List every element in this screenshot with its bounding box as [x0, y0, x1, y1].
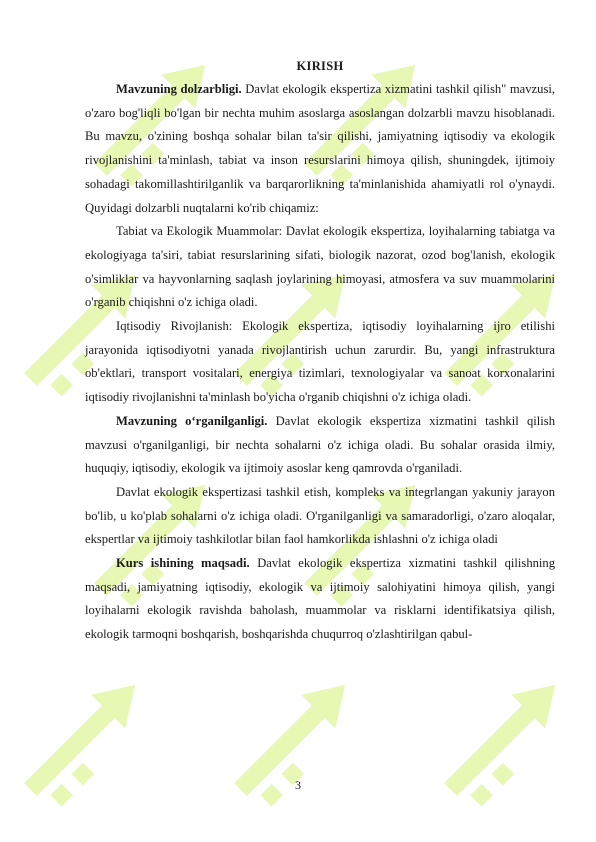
paragraph-text: Davlat ekologik ekspertizasi tashkil etish, kompleks va integrlangan yakuniy jarayon bo'lib, u ko'plab sohalarni o'z ichiga oladi. O'rganilganligi va samaradorligi, o'zaro aloqalar, ekspertlar va ijtimoiy tashkilotlar bilan faol hamkorlikda ishlashni o'z ichiga oladi	[85, 484, 555, 547]
paragraph-text: Davlat ekologik ekspertiza xizmatini tashkil qilish" mavzusi, o'zaro bog'liqli bo'lgan bir nechta muhim asoslarga asoslangan dolzarbli mavzu hisoblanadi. Bu mavzu, o'zining boshqa sohalar bilan ta'sir qilishi, jamiyatning iqtisodiy va ekologik rivojlanishini ta'minlash, tabiat va inson resurslarini himoya qilish, shuningdek, ijtimoiy sohadagi takomillashtirilganlik va barqarorlikning ta'minlanishida ahamiyatli rol o'ynaydi. Quyidagi dolzarbli nuqtalarni ko'rib chiqamiz:	[85, 82, 555, 215]
page-number: 3	[295, 778, 301, 792]
section-title: KIRISH	[296, 59, 344, 73]
page-body	[85, 56, 555, 647]
paragraph-lead: Kurs ishining maqsadi.	[116, 556, 250, 571]
paragraph-study	[85, 410, 555, 481]
paragraph-text: Iqtisodiy Rivojlanish: Ekologik ekspertiza, iqtisodiy loyihalarning ijro etilishi jarayonida iqtisodiyotni yanada rivojlantirish uchun zarurdir. Bu, yangi infrastruktura ob'ektlari, transport vositalari, energiya tizimlari, texnologiyalar va sanoat korxonalarini iqtisodiy rivojlanishni ta'minlash bo'yicha o'rganib chiqishni o'z ichiga oladi.	[85, 319, 555, 405]
paragraph-economy	[85, 315, 555, 410]
paragraph-text: Davlat ekologik ekspertiza xizmatini tashkil qilish mavzusi o'rganilganligi, bir nechta sohalarni o'z ichiga oladi. Bu sohalar orasida ilmiy, huquqiy, iqtisodiy, ekologik va ijtimoiy asoslar keng qamrovda o'rganiladi.	[85, 413, 555, 476]
paragraph-organization	[85, 481, 555, 552]
paragraph-text: Davlat ekologik ekspertiza xizmatini tashkil qilishning maqsadi, jamiyatning iqtisodiy, ekologik va ijtimoiy salohiyatini himoya qilish, yangi loyihalarni ekologik ravishda baholash, muammolar va risklarni identifikatsiya qilish, ekologik tarmoqni boshqarish, boshqarishda chuqurroq o'zlashtirilgan qabul-	[85, 556, 556, 642]
paragraph-lead: Mavzuning dolzarbligi.	[116, 82, 242, 96]
paragraph-text: Tabiat va Ekologik Muammolar: Davlat ekologik ekspertiza, loyihalarning tabiatga va ekologiyaga ta'siri, tabiat resurslarining sifati, biologik nazorat, ozod bog'lanish, ekologik o'simliklar va hayvonlarning saqlash joylarining himoyasi, atmosfera va suv muammolarini o'rganib chiqishni o'z ichiga oladi.	[85, 224, 555, 310]
paragraph-goal	[85, 552, 555, 647]
paragraph-relevance	[85, 78, 555, 220]
paragraph-lead: Mavzuning o‘rganilganligi.	[116, 413, 268, 428]
paragraph-nature	[85, 220, 555, 315]
